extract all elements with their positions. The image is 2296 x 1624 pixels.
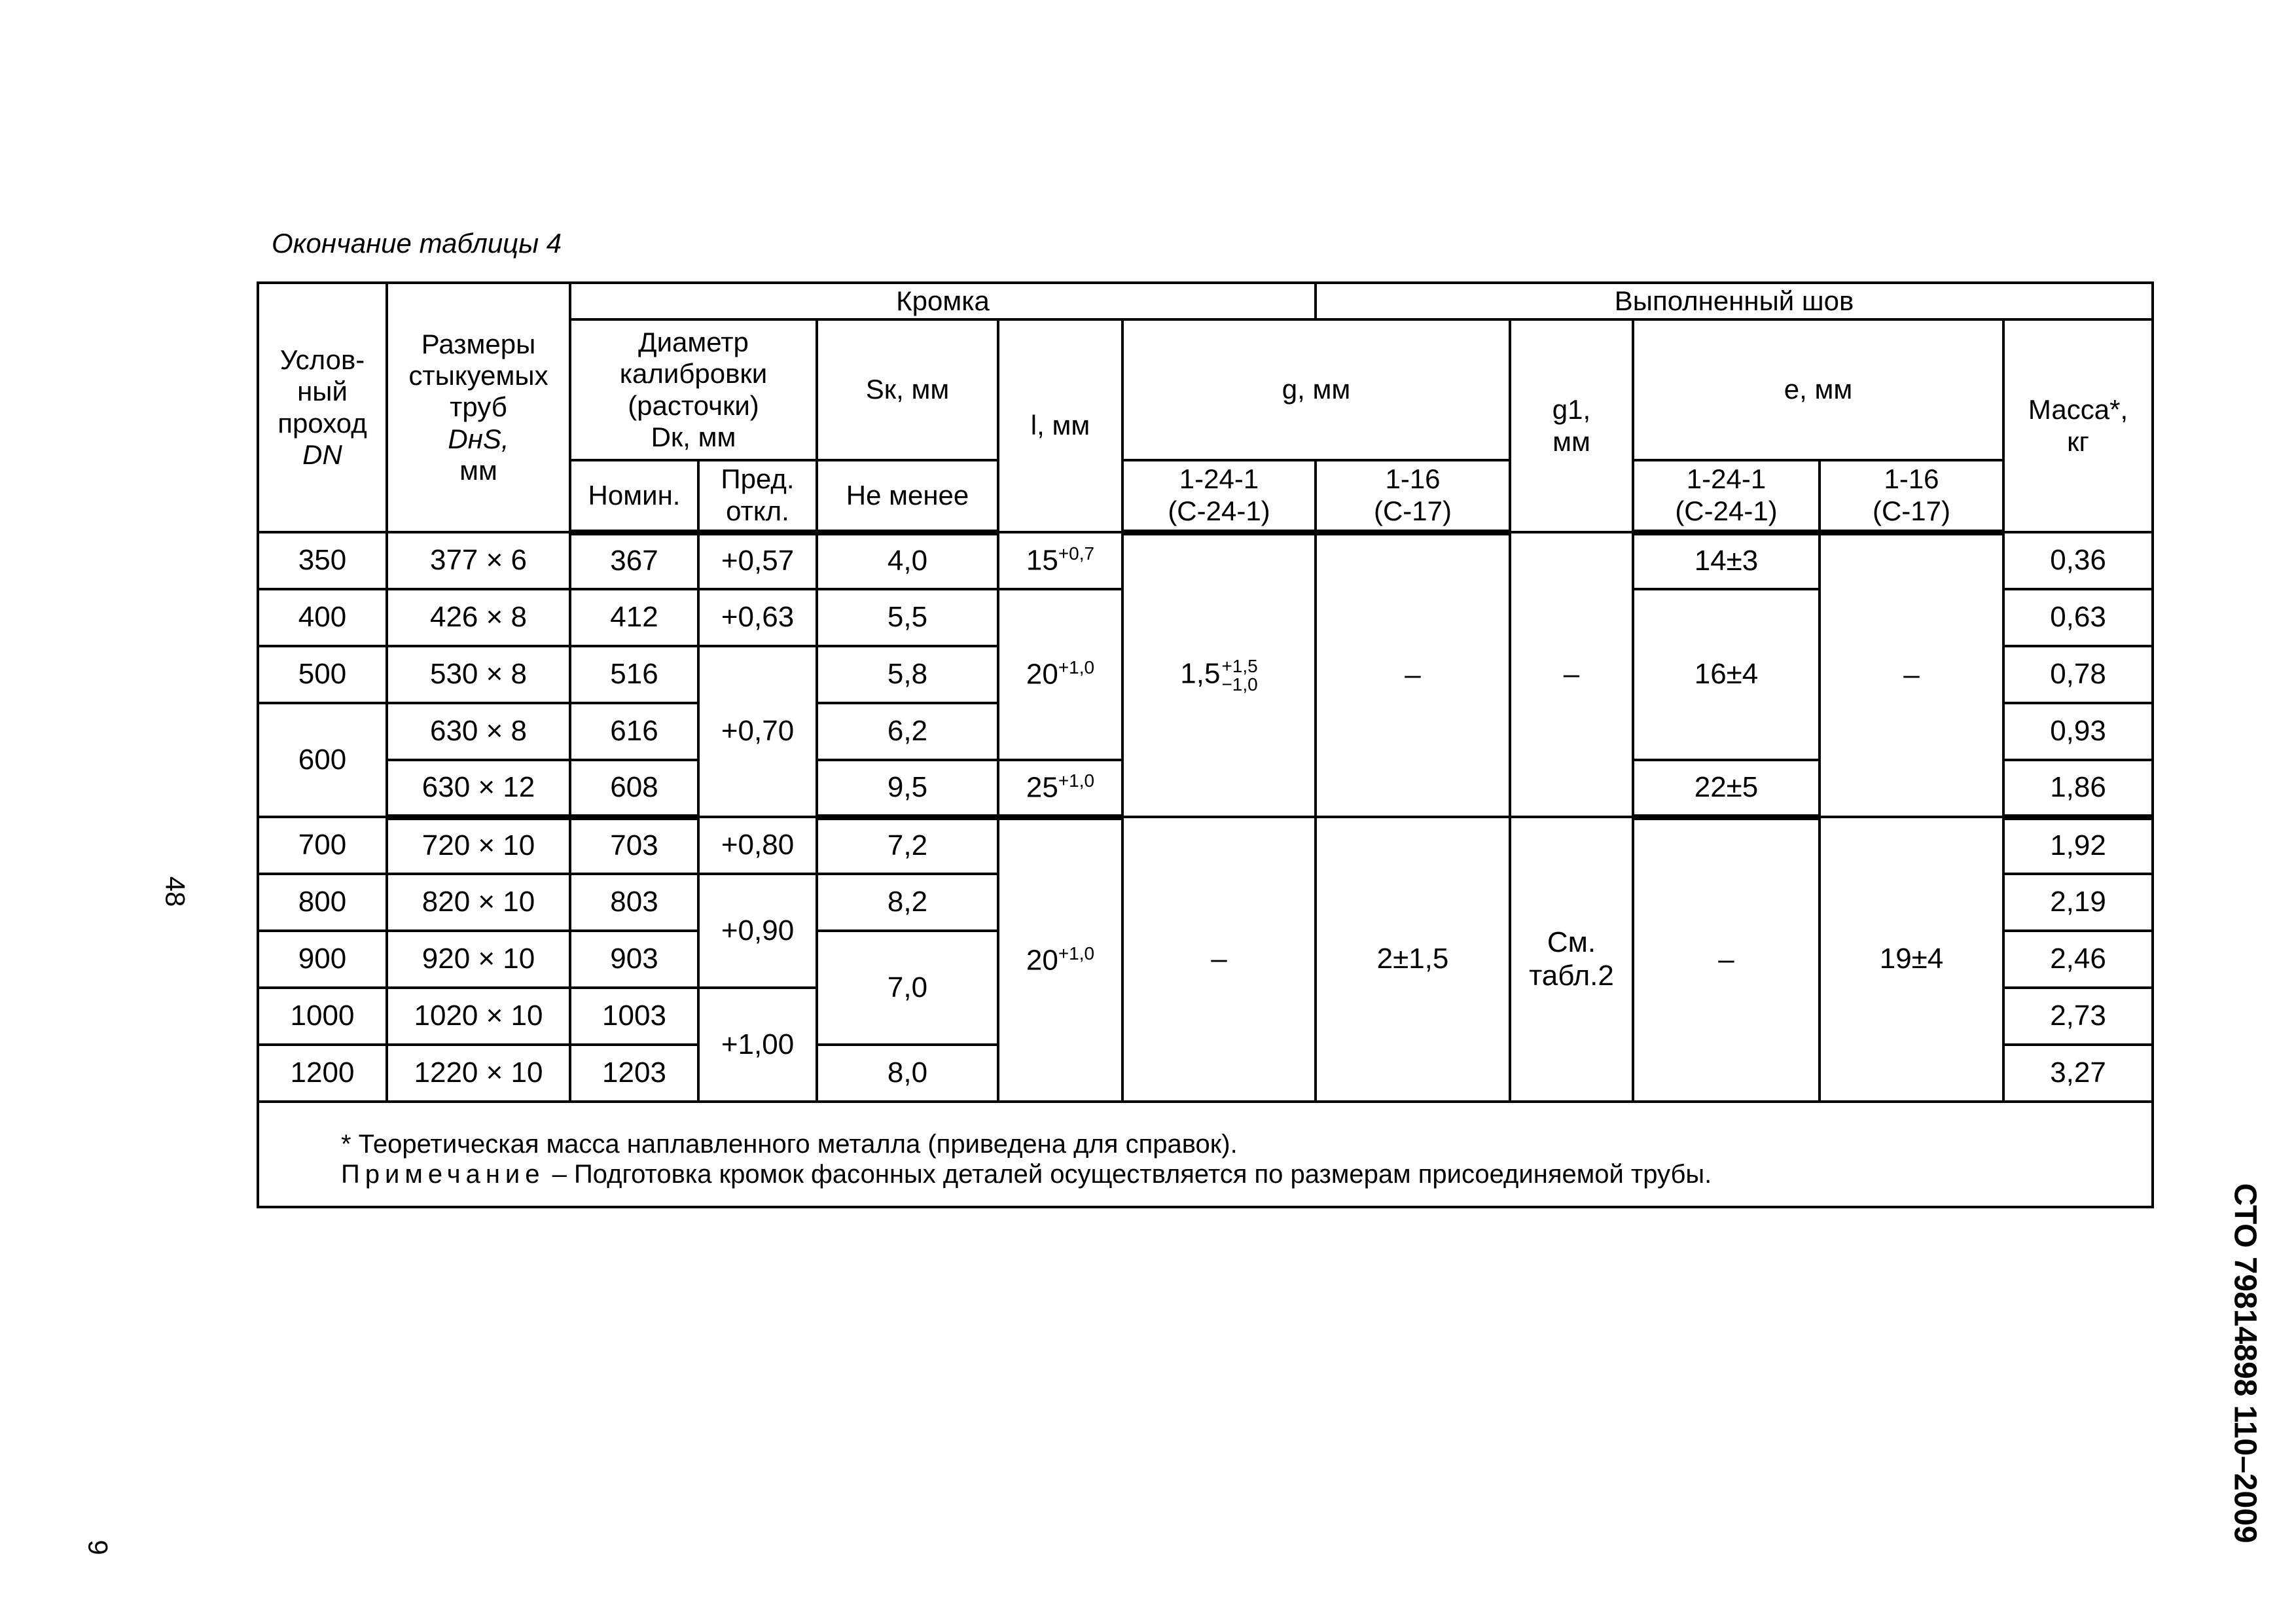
cell-size: 1020 × 10 [387, 988, 570, 1045]
cell-sk: 4,0 [817, 532, 998, 589]
cell-e-a: 22±5 [1633, 760, 1820, 817]
cell-sk: 7,0 [817, 931, 998, 1045]
table-notes [258, 1102, 2153, 1207]
header-weld: Выполненный шов [1316, 283, 2153, 319]
header-g-a: 1-24-1 (С-24-1) [1122, 460, 1316, 532]
header-size: Размеры стыкуемых труб DнS, мм [387, 283, 570, 532]
cell-dn: 500 [258, 646, 387, 703]
cell-e-b-bottom: 19±4 [1820, 817, 2003, 1102]
cell-dn: 700 [258, 817, 387, 874]
document-code: СТО 79814898 110–2009 [2227, 1183, 2263, 1543]
cell-size: 426 × 8 [387, 589, 570, 646]
cell-mass: 0,93 [2003, 703, 2153, 760]
cell-mass: 2,73 [2003, 988, 2153, 1045]
header-g1: g1, мм [1510, 319, 1633, 532]
header-l: l, мм [998, 319, 1122, 532]
header-sk: Sк, мм [817, 319, 998, 460]
cell-dev: +0,57 [698, 532, 817, 589]
cell-dev: +0,90 [698, 874, 817, 988]
cell-nom: 1203 [570, 1045, 698, 1102]
header-min: Не менее [817, 460, 998, 532]
cell-dn: 1000 [258, 988, 387, 1045]
cell-dn: 400 [258, 589, 387, 646]
header-nom: Номин. [570, 460, 698, 532]
cell-mass: 2,46 [2003, 931, 2153, 988]
header-e: e, мм [1633, 319, 2003, 460]
cell-e-a: 14±3 [1633, 532, 1820, 589]
cell-sk: 8,2 [817, 874, 998, 931]
cell-mass: 2,19 [2003, 874, 2153, 931]
cell-sk: 9,5 [817, 760, 998, 817]
header-edge: Кромка [570, 283, 1316, 319]
page-number-48: 48 [160, 876, 191, 907]
cell-nom: 608 [570, 760, 698, 817]
cell-nom: 903 [570, 931, 698, 988]
cell-size: 377 × 6 [387, 532, 570, 589]
table-row [258, 817, 2153, 874]
header-g-b: 1-16 (С-17) [1316, 460, 1510, 532]
header-g: g, мм [1122, 319, 1510, 460]
cell-nom: 703 [570, 817, 698, 874]
cell-g-a-bottom: – [1122, 817, 1316, 1102]
cell-size: 630 × 12 [387, 760, 570, 817]
header-dev: Пред. откл. [698, 460, 817, 532]
cell-sk: 6,2 [817, 703, 998, 760]
cell-l: $20^{+1,0}$ [998, 817, 1122, 1102]
cell-nom: 412 [570, 589, 698, 646]
cell-mass: 0,36 [2003, 532, 2153, 589]
page-number-9: 9 [82, 1540, 114, 1555]
cell-dev: +0,70 [698, 646, 817, 817]
cell-sk: 5,5 [817, 589, 998, 646]
cell-mass: 0,78 [2003, 646, 2153, 703]
cell-dev: +0,63 [698, 589, 817, 646]
header-diam: Диаметр калибровки (расточки) Dк, мм [570, 319, 817, 460]
cell-dn: 350 [258, 532, 387, 589]
cell-dn: 900 [258, 931, 387, 988]
header-e-b: 1-16 (С-17) [1820, 460, 2003, 532]
table-row [258, 532, 2153, 589]
cell-g-a-top: 1,5+1,5 −1,0 [1122, 532, 1316, 817]
cell-nom: 367 [570, 532, 698, 589]
cell-nom: 803 [570, 874, 698, 931]
cell-mass: 1,86 [2003, 760, 2153, 817]
cell-sk: 5,8 [817, 646, 998, 703]
cell-mass: 1,92 [2003, 817, 2153, 874]
cell-nom: 516 [570, 646, 698, 703]
mass-footnote: * Теоретическая масса наплавленного металла (приведена для справок). [341, 1130, 1238, 1159]
cell-size: 530 × 8 [387, 646, 570, 703]
cell-size: 630 × 8 [387, 703, 570, 760]
cell-g1-bottom: См. табл.2 [1510, 817, 1633, 1102]
note-line: Примечание – Подготовка кромок фасонных деталей осуществляется по размерам присоединяемой трубы. [341, 1160, 1712, 1189]
cell-e-b-top: – [1820, 532, 2003, 817]
cell-l: $20^{+1,0}$ [998, 589, 1122, 760]
cell-size: 820 × 10 [387, 874, 570, 931]
cell-size: 1220 × 10 [387, 1045, 570, 1102]
cell-sk: 7,2 [817, 817, 998, 874]
cell-l: $25^{+1,0}$ [998, 760, 1122, 817]
cell-mass: 0,63 [2003, 589, 2153, 646]
header-e-a: 1-24-1 (С-24-1) [1633, 460, 1820, 532]
cell-size: 720 × 10 [387, 817, 570, 874]
cell-sk: 8,0 [817, 1045, 998, 1102]
cell-g-b-top: – [1316, 532, 1510, 817]
cell-e-a: 16±4 [1633, 589, 1820, 760]
cell-dn: 1200 [258, 1045, 387, 1102]
header-mass: Масса*, кг [2003, 319, 2153, 532]
cell-nom: 1003 [570, 988, 698, 1045]
cell-dev: +1,00 [698, 988, 817, 1102]
cell-g-b-bottom: 2±1,5 [1316, 817, 1510, 1102]
cell-l: $15^{+0,7}$ [998, 532, 1122, 589]
cell-e-a-bottom: – [1633, 817, 1820, 1102]
cell-size: 920 × 10 [387, 931, 570, 988]
table-caption: Окончание таблицы 4 [272, 228, 562, 259]
cell-g1-top: – [1510, 532, 1633, 817]
cell-nom: 616 [570, 703, 698, 760]
header-dn: Услов- ный проход DN [258, 283, 387, 532]
cell-dn: 600 [258, 703, 387, 817]
cell-mass: 3,27 [2003, 1045, 2153, 1102]
cell-dev: +0,80 [698, 817, 817, 874]
cell-dn: 800 [258, 874, 387, 931]
data-table [257, 281, 2154, 1208]
